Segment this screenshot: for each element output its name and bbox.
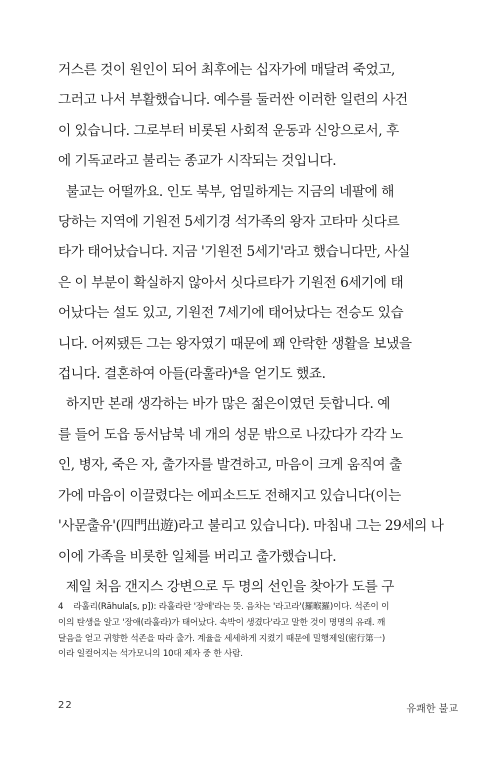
- body-line: 가에 마음이 이끌렸다는 에피소드도 전해지고 있습니다(이는: [58, 487, 401, 504]
- body-line: 당하는 지역에 기원전 5세기경 석가족의 왕자 고타마 싯다르: [58, 214, 400, 231]
- footnote-line: 이라 일컬어지는 석가모니의 10대 제자 중 한 사람.: [58, 649, 243, 660]
- footnote-line: 이의 탄생을 알고 '장애(라훌라)가 태어났다. 속박이 생겼다'라고 말한 것이 명명의 유래. 깨: [58, 617, 386, 628]
- page-footer: [58, 700, 458, 716]
- body-line: 겁니다. 결혼하여 아들(라훌라)⁴을 얻기도 했죠.: [58, 366, 326, 383]
- footnote-line: 달음을 얻고 귀향한 석존을 따라 출가. 계율을 세세하게 지켰기 때문에 밀행제일(密行第一): [58, 633, 385, 644]
- footnote-text: 라훌리(Rāhula[s, p]): 라훌라란 '장애'라는 뜻. 음차는 '라고라'(羅睺羅)이다. 석존이 이: [73, 602, 390, 612]
- body-line: 에 기독교라고 불리는 종교가 시작되는 것입니다.: [58, 153, 337, 170]
- body-line: 거스른 것이 원인이 되어 최후에는 십자가에 매달려 죽었고,: [58, 62, 395, 78]
- body-line: 니다. 어찌됐든 그는 왕자였기 때문에 꽤 안락한 생활을 보냈을: [58, 335, 412, 352]
- running-title: 유쾌한 불교: [406, 704, 458, 715]
- body-text: [58, 55, 458, 602]
- body-line: '사문출유'(四門出遊)라고 불리고 있습니다). 마침내 그는 29세의 나: [58, 518, 444, 535]
- body-line: 하지만 본래 생각하는 바가 많은 젊은이였던 듯합니다. 예: [58, 396, 391, 413]
- page-number: 22: [58, 700, 73, 711]
- body-line: 이에 가족을 비롯한 일체를 버리고 출가했습니다.: [58, 548, 337, 565]
- footnote-line: [58, 600, 458, 616]
- footnote: [58, 600, 458, 663]
- body-line: 이 있습니다. 그로부터 비롯된 사회적 운동과 신앙으로서, 후: [58, 122, 399, 139]
- body-line: 를 들어 도읍 동서남북 네 개의 성문 밖으로 나갔다가 각각 노: [58, 426, 403, 443]
- footnote-number: 4: [58, 602, 64, 612]
- body-line: 제일 처음 갠지스 강변으로 두 명의 선인을 찾아가 도를 구: [58, 578, 394, 595]
- body-line: 불교는 어떨까요. 인도 북부, 엄밀하게는 지금의 네팔에 해: [58, 183, 394, 200]
- body-line: 타가 태어났습니다. 지금 '기원전 5세기'라고 했습니다만, 사실: [58, 244, 410, 261]
- body-line: 그러고 나서 부활했습니다. 예수를 둘러싼 이러한 일련의 사건: [58, 92, 408, 109]
- body-line: 은 이 부분이 확실하지 않아서 싯다르타가 기원전 6세기에 태: [58, 274, 404, 291]
- body-line: 어났다는 설도 있고, 기원전 7세기에 태어났다는 전승도 있습: [58, 305, 404, 322]
- body-line: 인, 병자, 죽은 자, 출가자를 발견하고, 마음이 크게 움직여 출: [58, 457, 402, 474]
